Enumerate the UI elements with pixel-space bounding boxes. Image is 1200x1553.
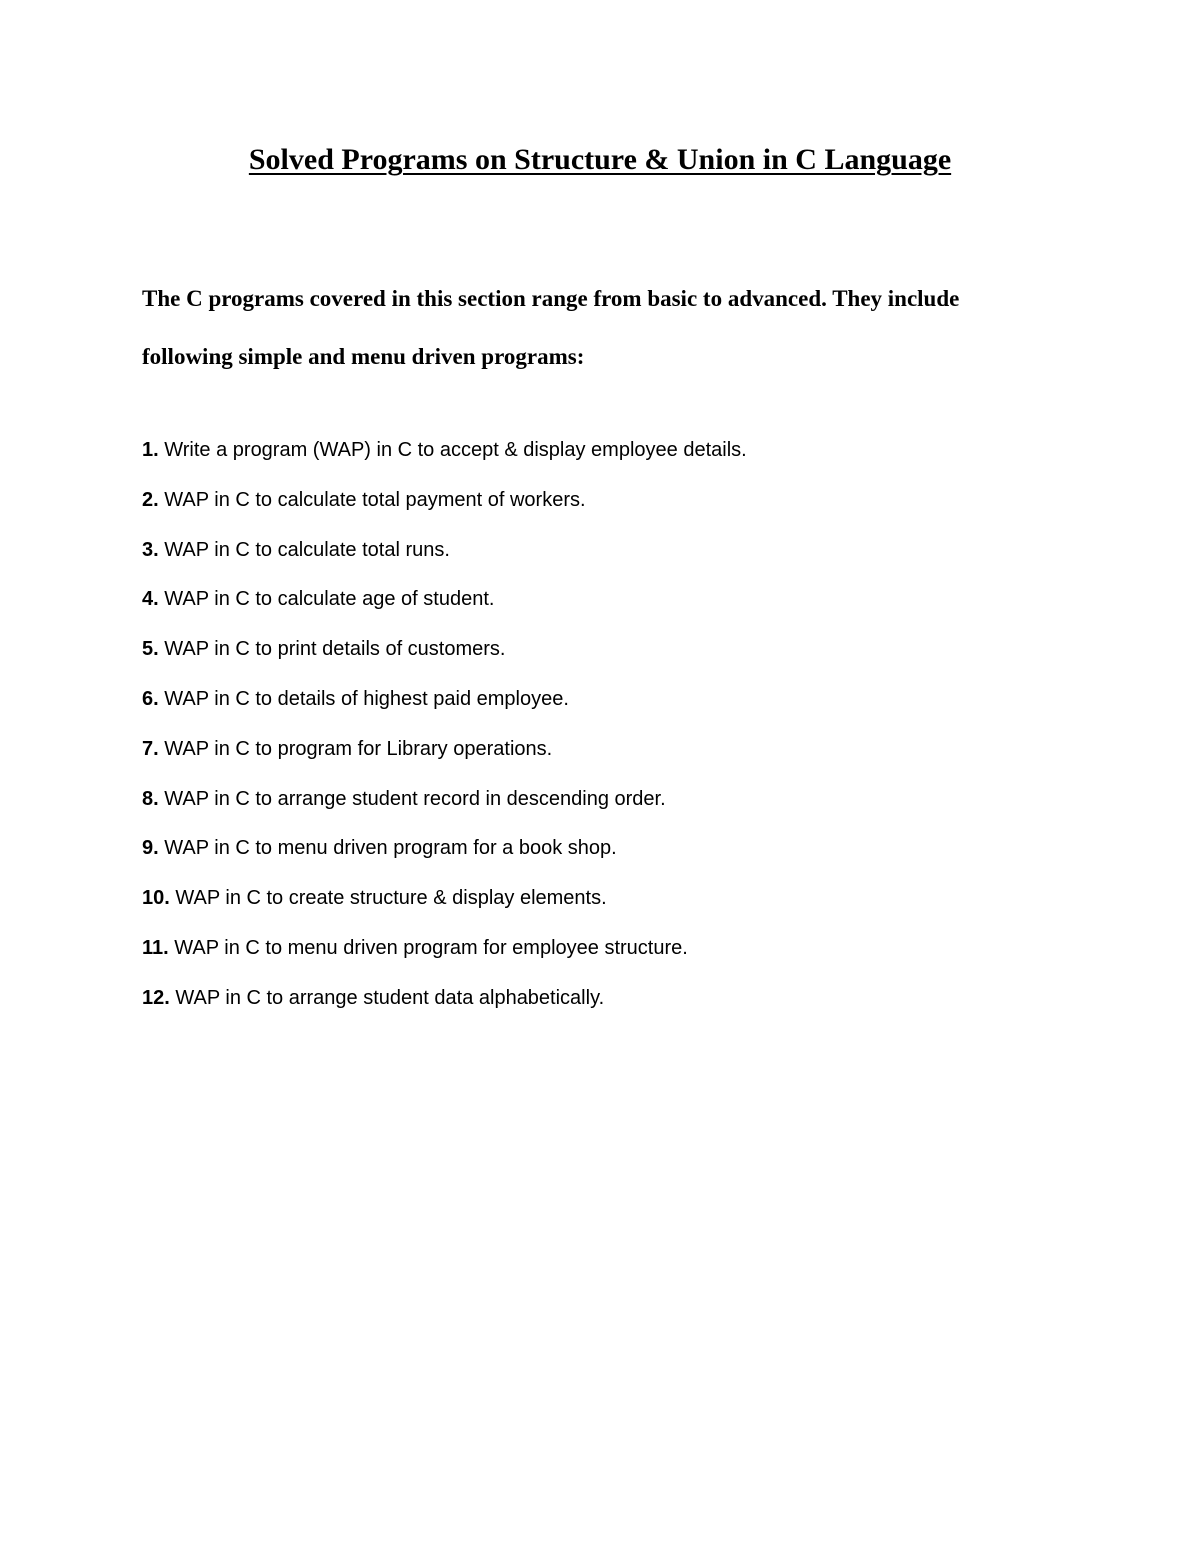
list-item <box>142 732 1082 782</box>
item-number: 5. <box>142 638 159 661</box>
list-item <box>142 632 1082 682</box>
list-item <box>142 831 1082 881</box>
list-item <box>142 682 1082 732</box>
list-item <box>142 533 1082 583</box>
document-title: Solved Programs on Structure & Union in C Language <box>248 143 952 176</box>
list-item <box>142 981 1082 1031</box>
list-item <box>142 881 1082 931</box>
program-list <box>142 433 1082 1031</box>
item-number: 7. <box>142 737 159 760</box>
item-text: WAP in C to print details of customers. <box>158 638 506 661</box>
item-text: WAP in C to menu driven program for employee structure. <box>168 936 688 959</box>
item-number: 2. <box>142 488 159 511</box>
item-number: 12. <box>142 986 170 1009</box>
list-item <box>142 582 1082 632</box>
list-item <box>142 782 1082 832</box>
list-item <box>142 433 1082 483</box>
intro-line-1: The C programs covered in this section range from basic to advanced. They include <box>142 286 960 311</box>
list-item <box>142 931 1082 981</box>
intro-paragraph <box>142 270 1082 386</box>
item-number: 8. <box>142 787 159 810</box>
list-item <box>142 483 1082 533</box>
item-text: WAP in C to calculate age of student. <box>158 588 495 611</box>
intro-line-2: following simple and menu driven programs: <box>142 344 585 369</box>
item-text: WAP in C to create structure & display elements. <box>169 887 607 910</box>
item-number: 3. <box>142 538 159 561</box>
item-number: 11. <box>142 936 169 959</box>
item-text: WAP in C to menu driven program for a book shop. <box>158 837 617 860</box>
item-text: WAP in C to calculate total payment of workers. <box>158 488 586 511</box>
item-number: 1. <box>142 439 159 461</box>
item-text: WAP in C to details of highest paid employee. <box>158 687 569 710</box>
item-text: WAP in C to program for Library operations. <box>158 737 553 760</box>
item-text: WAP in C to arrange student record in descending order. <box>158 787 666 810</box>
item-number: 9. <box>142 837 159 860</box>
item-number: 4. <box>142 588 159 611</box>
item-text: WAP in C to calculate total runs. <box>158 538 450 561</box>
item-text: WAP in C to arrange student data alphabetically. <box>169 986 605 1009</box>
item-number: 6. <box>142 687 159 710</box>
item-number: 10. <box>142 887 170 910</box>
item-text: Write a program (WAP) in C to accept & display employee details. <box>158 439 747 461</box>
